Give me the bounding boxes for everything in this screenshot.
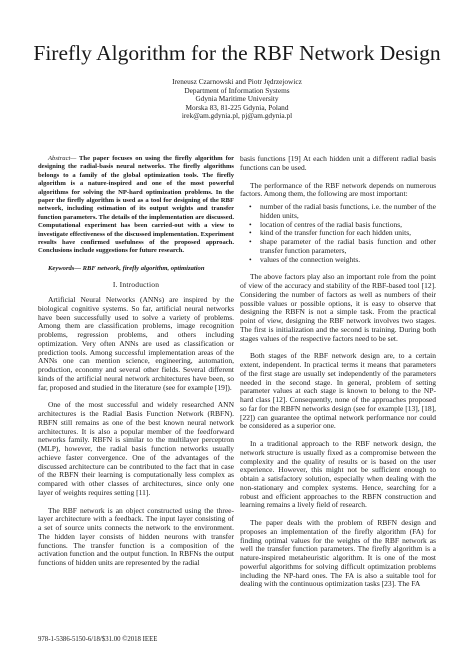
body-paragraph: Artificial Neural Networks (ANNs) are inspired by the biological cognitive systems. So far, artificial neural networks have been successfully used to solve a variety of problems. Among them are classification problems, image recognition problems, regression problems, and others including optimization. Very often ANNs are used as classification or prediction tools. Among successful implementation areas of the ANNs one can mention science, engineering, automation, production, economy and several other fields. Several different kinds of the artificial neural network architectures have been, so far, proposed and studied in the literature (see for example [19]).	[38, 295, 234, 392]
list-item-text: number of the radial basis functions, i.e. the number of the hidden units,	[260, 202, 436, 220]
section-heading: I. Introduction	[112, 280, 160, 290]
body-paragraph: In a traditional approach to the RBF network design, the network structure is usually fixed as a compromise between the complexity and the quality of results or is based on the user experience. However, this might not be sufficient enough to obtain a satisfactory solution, especially when dealing with the non-stationary and complex systems. Hence, searching for a robust and efficient approaches to the RBFN construction and learning remains a lively field of research.	[240, 439, 436, 510]
bullet-icon: •	[249, 202, 252, 211]
bullet-icon: •	[249, 237, 252, 246]
author-email: irek@am.gdynia.pl, pj@am.gdynia.pl	[181, 111, 293, 121]
abstract-label: Abstract—	[48, 155, 77, 162]
list-item-text: location of centres of the radial basis functions,	[260, 219, 403, 229]
body-paragraph: basis functions [19] At each hidden unit a different radial basis functions can be used.	[240, 154, 436, 172]
list-item	[240, 256, 436, 265]
author-address: Morska 83, 81-225 Gdynia, Poland	[185, 102, 289, 112]
body-paragraph: The performance of the RBF network depends on numerous factors. Among them, the following are most important:	[240, 180, 436, 199]
keywords: Keywords— RBF network, firefly algorithm, optimization	[48, 264, 205, 272]
author-university: Gdynia Maritime University	[195, 94, 279, 104]
author-block	[0, 78, 474, 121]
abstract-text: The paper focuses on using the firefly algorithm for designing the radial-basis neural networks. The firefly algorithms belongs to a family of the global optimization tools. The firefly algorithm is a nature-inspired and one of the most powerful algorithms for solving the NP-hard optimization problems. In the paper the firefly algorithm is used as a tool for designing of the RBF network, including estimation of its output weights and transfer function parameters. The details of the implementation are discussed. Computational experiment has been carried-out with a view to investigate effectiveness of the discussed implementation. Experiment results have confirmed usefulness of the proposed approach. Conclusions include suggestions for future research.	[38, 155, 234, 255]
copyright-footer: 978-1-5386-5150-6/18/$31.00 ©2018 IEEE	[38, 636, 158, 643]
body-paragraph: The above factors play also an important role from the point of view of the accuracy and stability of the RBF-based tool [12]. Considering the number of factors as well as numbers of their possible values or possible options, it is easy to observe that designing the RBFN is not a simple task. From the practical point of view, designing the RBF network involves two stages. The first is initialization and the second is training. During both stages values of the respective factors need to be set.	[240, 272, 436, 343]
list-item	[240, 203, 436, 221]
list-item-text: values of the connection weights.	[260, 254, 361, 264]
body-paragraph: Both stages of the RBF network design are, to a certain extent, independent. In practical terms it means that parameters of the first stage are usually set independently of the parameters needed in the second stage. In general, problem of setting parameter values at each stage is known to belong to the NP-hard class [12]. Consequently, none of the approaches proposed so far for the RBFN networks design (see for example [13], [18], [22]) can guarantee the optimal network performance nor could be considered as a superior one.	[240, 351, 436, 431]
bullet-icon: •	[249, 228, 252, 238]
list-item-text: kind of the transfer function for each hidden units,	[260, 228, 411, 238]
factor-list	[240, 203, 436, 264]
body-paragraph: One of the most successful and widely researched ANN architectures is the Radial Basis Function Network (RBFN). RBFN still remains as one of the best known neural network architectures. It is also a popular member of the feedforward networks family. RBFN is similar to the multilayer perceptron (MLP), however, the radial basis function networks usually achieve faster convergence. One of the advantages of the discussed architecture can be contributed to the fact that in case of the RBFN their learning is computationally less complex as compared with other classes of architectures, since only one layer of weights requires setting [11].	[38, 400, 234, 497]
list-item-text: shape parameter of the radial basis function and other transfer function parameters,	[260, 237, 436, 255]
right-column	[240, 155, 436, 589]
list-item	[240, 238, 436, 256]
author-department: Department of Information Systems	[184, 85, 290, 95]
bullet-icon: •	[249, 254, 252, 264]
author-names: Ireneusz Czarnowski and Piotr Jędrzejowicz	[172, 77, 302, 86]
paper-title: Firefly Algorithm for the RBF Network Design	[33, 41, 441, 65]
body-paragraph: The RBF network is an object constructed using the three-layer architecture with a feedback. The input layer consisting of a set of source units connects the network to the environment. The hidden layer consists of hidden neurons with transfer functions. The transfer function is a composition of the activation function and the output function. In RBFNs the output functions of hidden units are represented by the radial	[38, 505, 234, 568]
body-paragraph: The paper deals with the problem of RBFN design and proposes an implementation of the firefly algorithm (FA) for finding optimal values for the weights of the RBF network as well the transfer function parameters. The firefly algorithm is a nature-inspired metaheuristic algorithm. It is one of the most powerful algorithms for solving difficult optimization problems including the NP-hard ones. The FA is also a suitable tool for dealing with the continuous optimization tasks [23]. The FA	[240, 518, 436, 589]
bullet-icon: •	[249, 219, 252, 229]
left-column	[38, 155, 234, 568]
abstract	[38, 155, 234, 256]
